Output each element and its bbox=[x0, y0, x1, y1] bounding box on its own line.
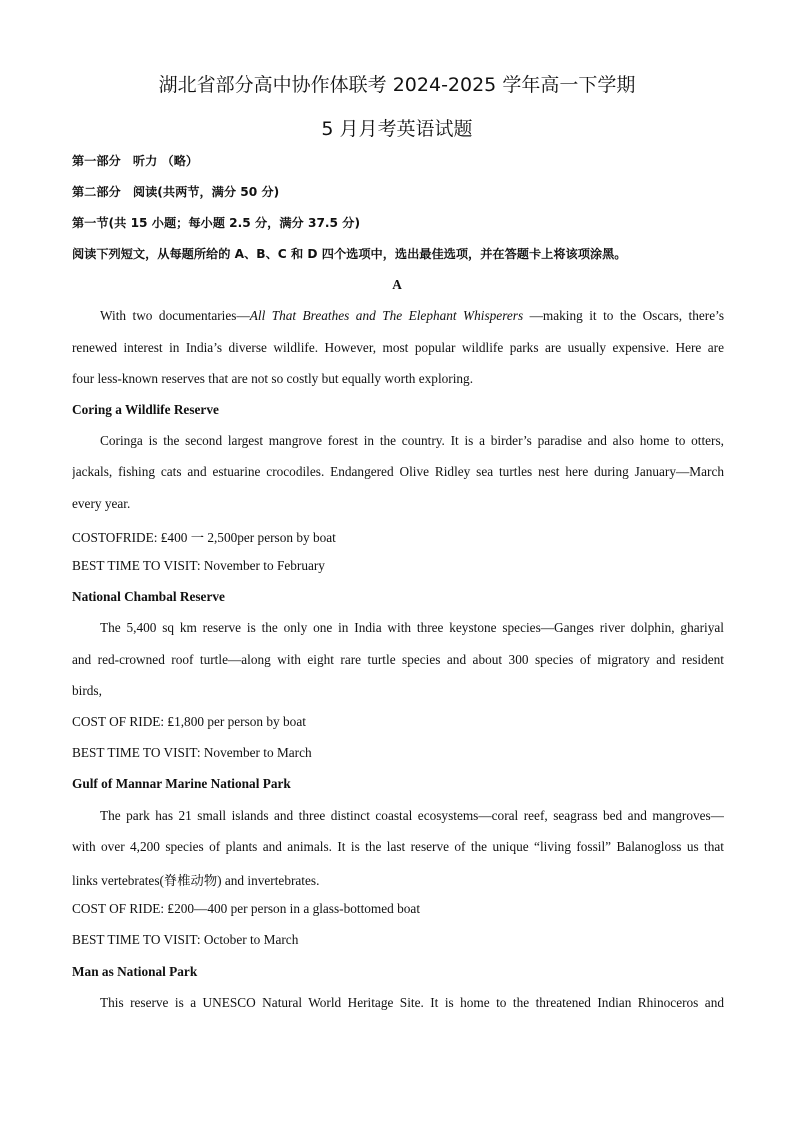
intro-line-2: renewed interest in India’s diverse wildlife. However, most popular wildlife parks are usually expensive. Here are bbox=[72, 340, 724, 355]
reserve3-cost: COST OF RIDE: ₤200—400 per person in a glass-bottomed boat bbox=[72, 901, 421, 916]
reserve1-line-2: jackals, fishing cats and estuarine crocodiles. Endangered Olive Ridley sea turtles nest here during January—March bbox=[72, 464, 724, 479]
intro-line-1 bbox=[100, 308, 724, 324]
reserve3-line-3: links vertebrates(脊椎动物) and invertebrates. bbox=[72, 873, 320, 888]
reserve2-line-1: The 5,400 sq km reserve is the only one in India with three keystone species—Ganges river dolphin, ghariyal bbox=[100, 620, 724, 635]
reserve3-best-time: BEST TIME TO VISIT: October to March bbox=[72, 932, 299, 947]
reserve3-line-1: The park has 21 small islands and three distinct coastal ecosystems—coral reef, seagrass bed and mangroves— bbox=[100, 808, 724, 823]
reserve2-heading: National Chambal Reserve bbox=[72, 589, 225, 604]
instructions: 阅读下列短文，从每题所给的 A、B、C 和 D 四个选项中，选出最佳选项，并在答题卡上将该项涂黑。 bbox=[72, 247, 627, 261]
intro-line-1-b: —making it to the Oscars, there’s bbox=[523, 308, 724, 323]
reserve1-line-1: Coringa is the second largest mangrove forest in the country. It is a birder’s paradise and also home to otters, bbox=[100, 433, 724, 448]
documentary-titles: All That Breathes and The Elephant Whisperers bbox=[249, 308, 524, 323]
reserve1-line-3: every year. bbox=[72, 496, 131, 511]
reserve2-cost: COST OF RIDE: ₤1,800 per person by boat bbox=[72, 714, 306, 729]
reserve2-line-3: birds, bbox=[72, 683, 102, 698]
section1-heading: 第一节(共 15 小题；每小题 2.5 分，满分 37.5 分) bbox=[72, 216, 361, 230]
reserve4-heading: Man as National Park bbox=[72, 964, 198, 979]
reserve3-heading: Gulf of Mannar Marine National Park bbox=[72, 776, 291, 791]
part2-heading: 第二部分 阅读(共两节，满分 50 分) bbox=[72, 185, 280, 199]
part1-heading: 第一部分 听力 （略） bbox=[72, 154, 199, 168]
reserve1-cost: COSTOFRIDE: ₤400 一 2,500per person by boat bbox=[72, 530, 336, 545]
intro-line-1-a: With two documentaries— bbox=[100, 308, 250, 323]
reserve2-line-2: and red-crowned roof turtle—along with eight rare turtle species and about 300 species of migratory and resident bbox=[72, 652, 724, 667]
passage-label: A bbox=[392, 277, 402, 292]
reserve3-line-2: with over 4,200 species of plants and animals. It is the last reserve of the unique “living fossil” Balanogloss us that bbox=[72, 839, 724, 854]
document-title-line1: 湖北省部分高中协作体联考 2024-2025 学年高一下学期 bbox=[158, 74, 636, 96]
document-title-line2: 5 月月考英语试题 bbox=[321, 118, 473, 140]
reserve1-heading: Coring a Wildlife Reserve bbox=[72, 402, 219, 417]
intro-line-3: four less-known reserves that are not so costly but equally worth exploring. bbox=[72, 371, 474, 386]
reserve2-best-time: BEST TIME TO VISIT: November to March bbox=[72, 745, 312, 760]
reserve4-line-1: This reserve is a UNESCO Natural World Heritage Site. It is home to the threatened Indian Rhinoceros and bbox=[100, 995, 724, 1010]
reserve1-best-time: BEST TIME TO VISIT: November to February bbox=[72, 558, 325, 573]
